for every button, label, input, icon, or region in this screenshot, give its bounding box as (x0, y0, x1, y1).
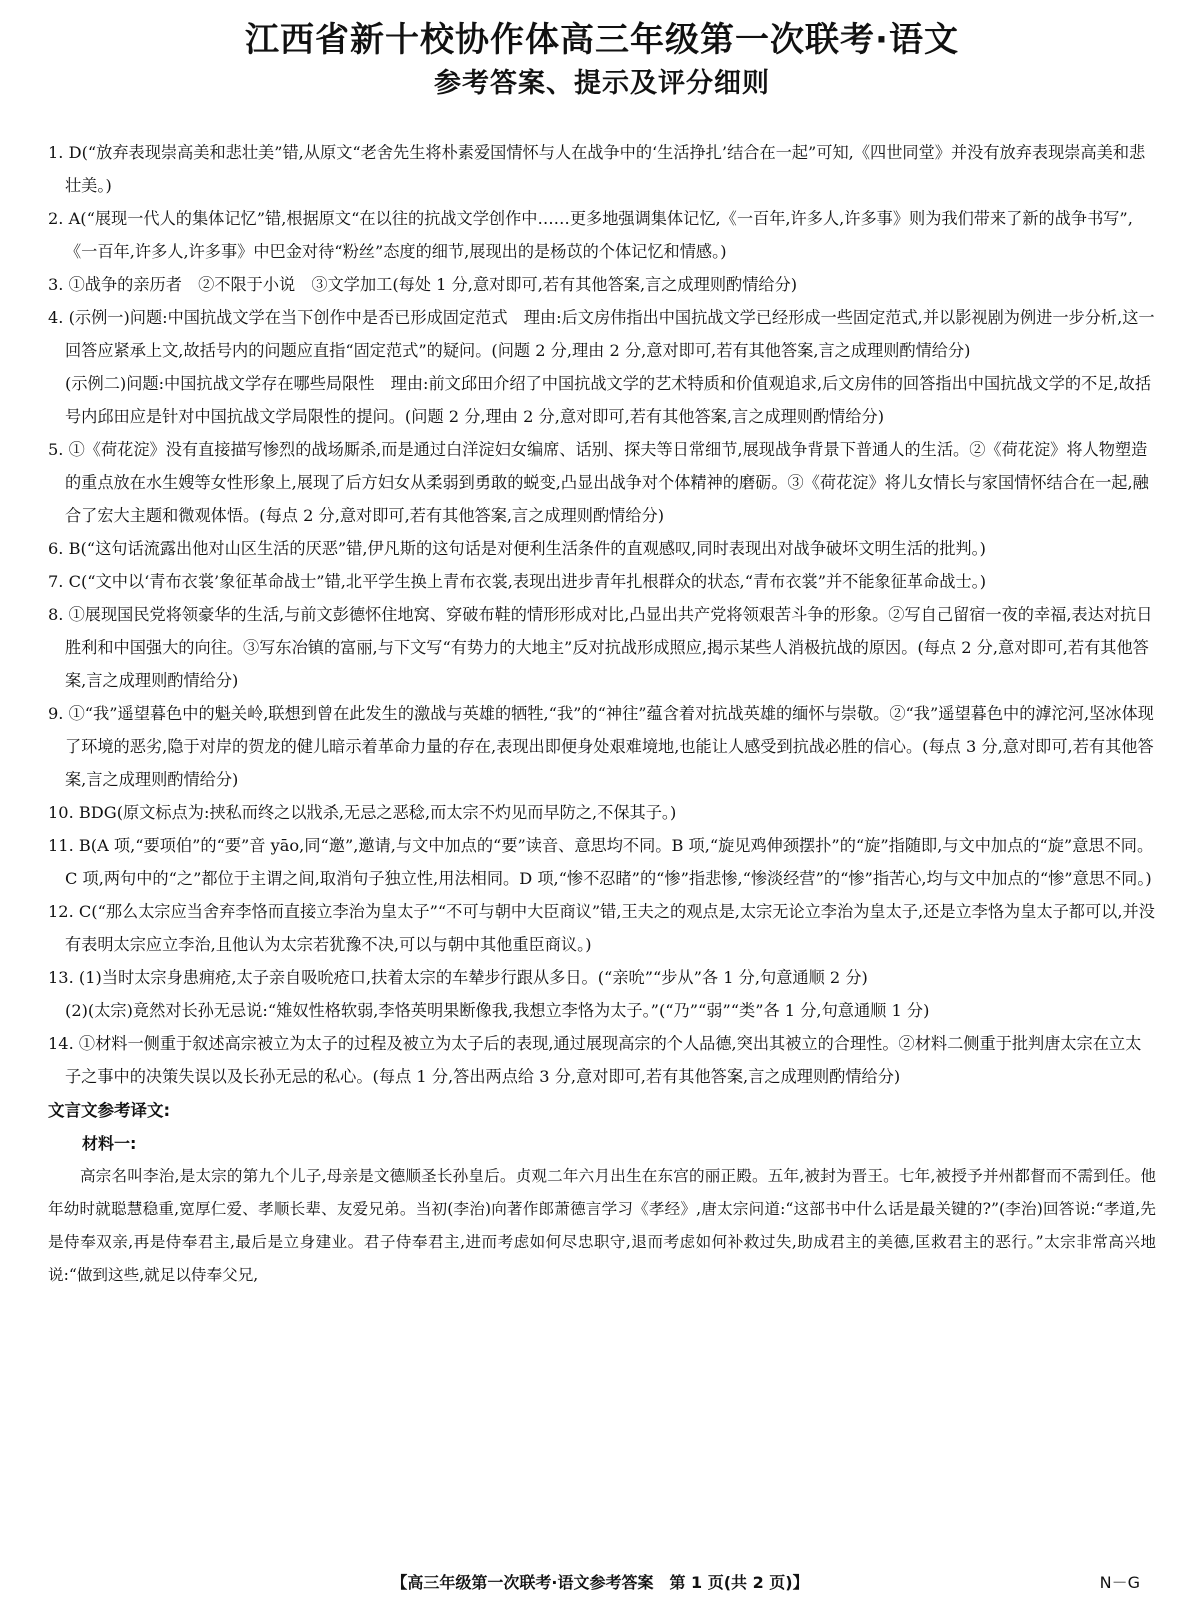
answer-text: 8. ①展现国民党将领豪华的生活,与前文彭德怀住地窝、穿破布鞋的情形形成对比,凸显出共产党将领艰苦斗争的形象。②写自己留宿一夜的幸福,表达对抗日胜利和中国强大的向往。③写东冶镇的富丽,与下文写“有势力的大地主”反对抗战形成照应,揭示某些人消极抗战的原因。(每点 2 分,意对即可,若有其他答案,言之成理则酌情给分) (48, 605, 1153, 690)
answer-text: 12. C(“那么太宗应当舍弃李恪而直接立李治为皇太子”“不可与朝中大臣商议”错,王夫之的观点是,太宗无论立李治为皇太子,还是立李恪为皇太子都可以,并没有表明太宗应立李治,且他认为太宗若犹豫不决,可以与朝中其他重臣商议。) (48, 902, 1155, 954)
translation-text: 高宗名叫李治,是太宗的第九个儿子,母亲是文德顺圣长孙皇后。贞观二年六月出生在东宫的丽正殿。五年,被封为晋王。七年,被授予并州都督而不需到任。他年幼时就聪慧稳重,宽厚仁爱、孝顺长辈、友爱兄弟。当初(李治)向著作郎萧德言学习《孝经》,唐太宗问道:“这部书中什么话是最关键的?”(李治)回答说:“孝道,先是侍奉双亲,再是侍奉君主,最后是立身建业。君子侍奉君主,进而考虑如何尽忠职守,退而考虑如何补救过失,助成君主的美德,匡救君主的恶行。”太宗非常高兴地说:“做到这些,就足以侍奉父兄, (48, 1167, 1156, 1284)
answer-text: 2. A(“展现一代人的集体记忆”错,根据原文“在以往的抗战文学创作中……更多地强调集体记忆,《一百年,许多人,许多事》则为我们带来了新的战争书写”,《一百年,许多人,许多事》中巴金对待“粉丝”态度的细节,展现出的是杨苡的个体记忆和情感。) (48, 209, 1133, 261)
answer-item (48, 895, 1156, 961)
answer-list (48, 136, 1156, 1093)
page-subtitle: 参考答案、提示及评分细则 (434, 68, 770, 99)
answer-item (48, 268, 1156, 301)
answer-subtext: (示例二)问题:中国抗战文学存在哪些局限性 理由:前文邱田介绍了中国抗战文学的艺术特质和价值观追求,后文房伟的回答指出中国抗战文学的不足,故括号内邱田应是针对中国抗战文学局限性的提问。(问题 2 分,理由 2 分,意对即可,若有其他答案,言之成理则酌情给分) (65, 374, 1152, 426)
page-title: 江西省新十校协作体高三年级第一次联考·语文 (245, 20, 959, 60)
footer-code: N－G (1099, 1573, 1140, 1592)
answer-item (48, 1027, 1156, 1093)
answer-text: 7. C(“文中以‘青布衣裳’象征革命战士”错,北平学生换上青布衣裳,表现出进步青年扎根群众的状态,“青布衣裳”并不能象征革命战士。) (48, 572, 987, 591)
answer-item (48, 697, 1156, 796)
answer-text: 10. BDG(原文标点为:挟私而终之以戕杀,无忌之恶稔,而太宗不灼见而早防之,不保其子。) (48, 803, 677, 822)
material-one-label: 材料一: (82, 1134, 137, 1153)
answer-item (48, 301, 1156, 433)
answer-text: 5. ①《荷花淀》没有直接描写惨烈的战场厮杀,而是通过白洋淀妇女编席、话别、探夫等日常细节,展现战争背景下普通人的生活。②《荷花淀》将人物塑造的重点放在水生嫂等女性形象上,展现了后方妇女从柔弱到勇敢的蜕变,凸显出战争对个体精神的磨砺。③《荷花淀》将儿女情长与家国情怀结合在一起,融合了宏大主题和微观体悟。(每点 2 分,意对即可,若有其他答案,言之成理则酌情给分) (48, 440, 1149, 525)
answer-text: 11. B(A 项,“要项伯”的“要”音 yāo,同“邀”,邀请,与文中加点的“要”读音、意思均不同。B 项,“旋见鸡伸颈摆扑”的“旋”指随即,与文中加点的“旋”意思不同。C 项,两句中的“之”都位于主谓之间,取消句子独立性,用法相同。D 项,“惨不忍睹”的“惨”指悲惨,“惨淡经营”的“惨”指苦心,均与文中加点的“惨”意思不同。) (48, 836, 1154, 888)
translation-heading: 文言文参考译文: (48, 1101, 171, 1120)
answer-item (48, 136, 1156, 202)
answer-subtext: (2)(太宗)竟然对长孙无忌说:“雉奴性格软弱,李恪英明果断像我,我想立李恪为太子。”(“乃”“弱”“类”各 1 分,句意通顺 1 分) (65, 1001, 930, 1020)
answer-item (48, 829, 1156, 895)
answer-text: 6. B(“这句话流露出他对山区生活的厌恶”错,伊凡斯的这句话是对便利生活条件的直观感叹,同时表现出对战争破坏文明生活的批判。) (48, 539, 986, 558)
answer-text: 4. (示例一)问题:中国抗战文学在当下创作中是否已形成固定范式 理由:后文房伟指出中国抗战文学已经形成一些固定范式,并以影视剧为例进一步分析,这一回答应紧承上文,故括号内的问题应直指“固定范式”的疑问。(问题 2 分,理由 2 分,意对即可,若有其他答案,言之成理则酌情给分) (48, 308, 1155, 360)
footer-page-info: 【高三年级第一次联考·语文参考答案 第 1 页(共 2 页)】 (391, 1573, 809, 1592)
answer-text: 13. (1)当时太宗身患痈疮,太子亲自吸吮疮口,扶着太宗的车辇步行跟从多日。(“亲吮”“步从”各 1 分,句意通顺 2 分) (48, 968, 868, 987)
answer-text: 9. ①“我”遥望暮色中的魁关岭,联想到曾在此发生的激战与英雄的牺牲,“我”的“神往”蕴含着对抗战英雄的缅怀与崇敬。②“我”遥望暮色中的滹沱河,坚冰体现了环境的恶劣,隐于对岸的贺龙的健儿暗示着革命力量的存在,表现出即便身处艰难境地,也能让人感受到抗战必胜的信心。(每点 3 分,意对即可,若有其他答案,言之成理则酌情给分) (48, 704, 1154, 789)
answer-text: 3. ①战争的亲历者 ②不限于小说 ③文学加工(每处 1 分,意对即可,若有其他答案,言之成理则酌情给分) (48, 275, 798, 294)
answer-item (48, 565, 1156, 598)
answer-item (48, 796, 1156, 829)
answer-text: 14. ①材料一侧重于叙述高宗被立为太子的过程及被立为太子后的表现,通过展现高宗的个人品德,突出其被立的合理性。②材料二侧重于批判唐太宗在立太子之事中的决策失误以及长孙无忌的私心。(每点 1 分,答出两点给 3 分,意对即可,若有其他答案,言之成理则酌情给分) (48, 1034, 1142, 1086)
answer-item (48, 532, 1156, 565)
answer-item (48, 433, 1156, 532)
answer-item (48, 598, 1156, 697)
answer-text: 1. D(“放弃表现崇高美和悲壮美”错,从原文“老舍先生将朴素爱国情怀与人在战争中的‘生活挣扎’结合在一起”可知,《四世同堂》并没有放弃表现崇高美和悲壮美。) (48, 143, 1146, 195)
answer-item (48, 202, 1156, 268)
page-footer (0, 1566, 1200, 1596)
answer-item (48, 961, 1156, 1027)
